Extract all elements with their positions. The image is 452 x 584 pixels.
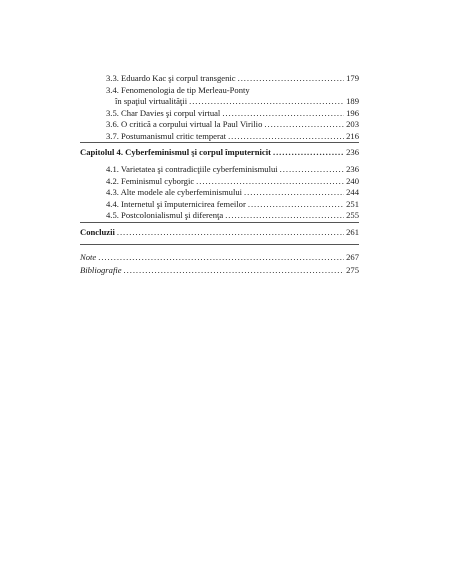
section-divider — [80, 244, 359, 245]
toc-chapter-label: Concluzii — [80, 227, 115, 237]
toc-entry-4-5 — [80, 210, 359, 220]
dot-leader — [280, 164, 344, 174]
section-divider — [80, 222, 359, 223]
toc-entry-4-1 — [80, 164, 359, 174]
toc-page-number: 251 — [346, 198, 359, 209]
toc-chapter-label: Bibliografie — [80, 264, 122, 275]
toc-page-number: 275 — [346, 264, 359, 275]
toc-page-number: 236 — [346, 164, 359, 174]
dot-leader — [117, 227, 344, 237]
toc-bibliography — [80, 265, 359, 275]
chapter-4-block — [80, 147, 359, 157]
toc-chapter-4 — [80, 147, 359, 157]
toc-entry-label: în spaţiul virtualităţii — [115, 96, 188, 106]
toc-entry-label: 3.5. Char Davies şi corpul virtual — [106, 107, 221, 118]
toc-entry-label: 4.3. Alte modele ale cyberfeminismului — [106, 187, 243, 197]
section-4-entries — [80, 164, 359, 220]
toc-page-number: 179 — [346, 73, 359, 83]
toc-entry-3-3 — [80, 73, 359, 83]
toc-entry-label: 3.3. Eduardo Kac şi corpul transgenic — [106, 73, 236, 83]
dot-leader — [225, 210, 344, 220]
toc-entry-3-4-continued — [80, 96, 359, 106]
dot-leader — [196, 176, 344, 186]
toc-page-number: 203 — [346, 119, 359, 129]
dot-leader — [124, 265, 345, 275]
toc-entry-label: 3.6. O critică a corpului virtual la Paul Virilio — [106, 119, 263, 129]
toc-notes — [80, 252, 359, 262]
toc-entry-3-4 — [80, 85, 359, 95]
toc-entry-label: 4.1. Varietatea şi contradicţiile cyberfeminismului — [106, 164, 278, 174]
conclusions-block — [80, 227, 359, 237]
dot-leader — [98, 252, 344, 262]
toc-chapter-label: Note — [80, 252, 97, 262]
toc-page-number: 189 — [346, 96, 359, 106]
section-3-entries — [80, 73, 359, 141]
toc-conclusions — [80, 227, 359, 237]
toc-page-number: 196 — [346, 107, 359, 118]
toc-entry-4-3 — [80, 187, 359, 197]
toc-page-number: 261 — [346, 227, 359, 237]
toc-entry-3-6 — [80, 119, 359, 129]
dot-leader — [248, 199, 344, 209]
dot-leader — [273, 147, 344, 157]
back-matter-block — [80, 252, 359, 275]
toc-entry-label: 3.7. Postumanismul critic temperat — [106, 130, 227, 141]
section-divider — [80, 142, 359, 143]
toc-entry-4-2 — [80, 176, 359, 186]
toc-entry-3-5 — [80, 108, 359, 118]
dot-leader — [189, 96, 344, 106]
dot-leader — [228, 131, 344, 141]
dot-leader — [238, 73, 345, 83]
dot-leader — [264, 119, 344, 129]
toc-entry-4-4 — [80, 199, 359, 209]
toc-page-number: 267 — [346, 252, 359, 262]
toc-entry-label: 4.4. Internetul şi împuternicirea femeilor — [106, 198, 246, 209]
toc-entry-label: 4.5. Postcolonialismul şi diferenţa — [106, 210, 224, 220]
toc-page-number: 236 — [346, 147, 359, 157]
toc-page-number: 240 — [346, 175, 359, 186]
toc-page-number: 255 — [346, 210, 359, 220]
toc-page-number: 244 — [346, 187, 359, 197]
dot-leader — [222, 108, 344, 118]
toc-entry-3-7 — [80, 131, 359, 141]
toc-page-number: 216 — [346, 130, 359, 141]
toc-entry-label: 3.4. Fenomenologia de tip Merleau-Ponty — [106, 84, 250, 95]
dot-leader — [244, 187, 344, 197]
toc-entry-label: 4.2. Feminismul cyborgic — [106, 175, 195, 186]
toc-chapter-label: Capitolul 4. Cyberfeminismul şi corpul împuternicit — [80, 147, 271, 157]
